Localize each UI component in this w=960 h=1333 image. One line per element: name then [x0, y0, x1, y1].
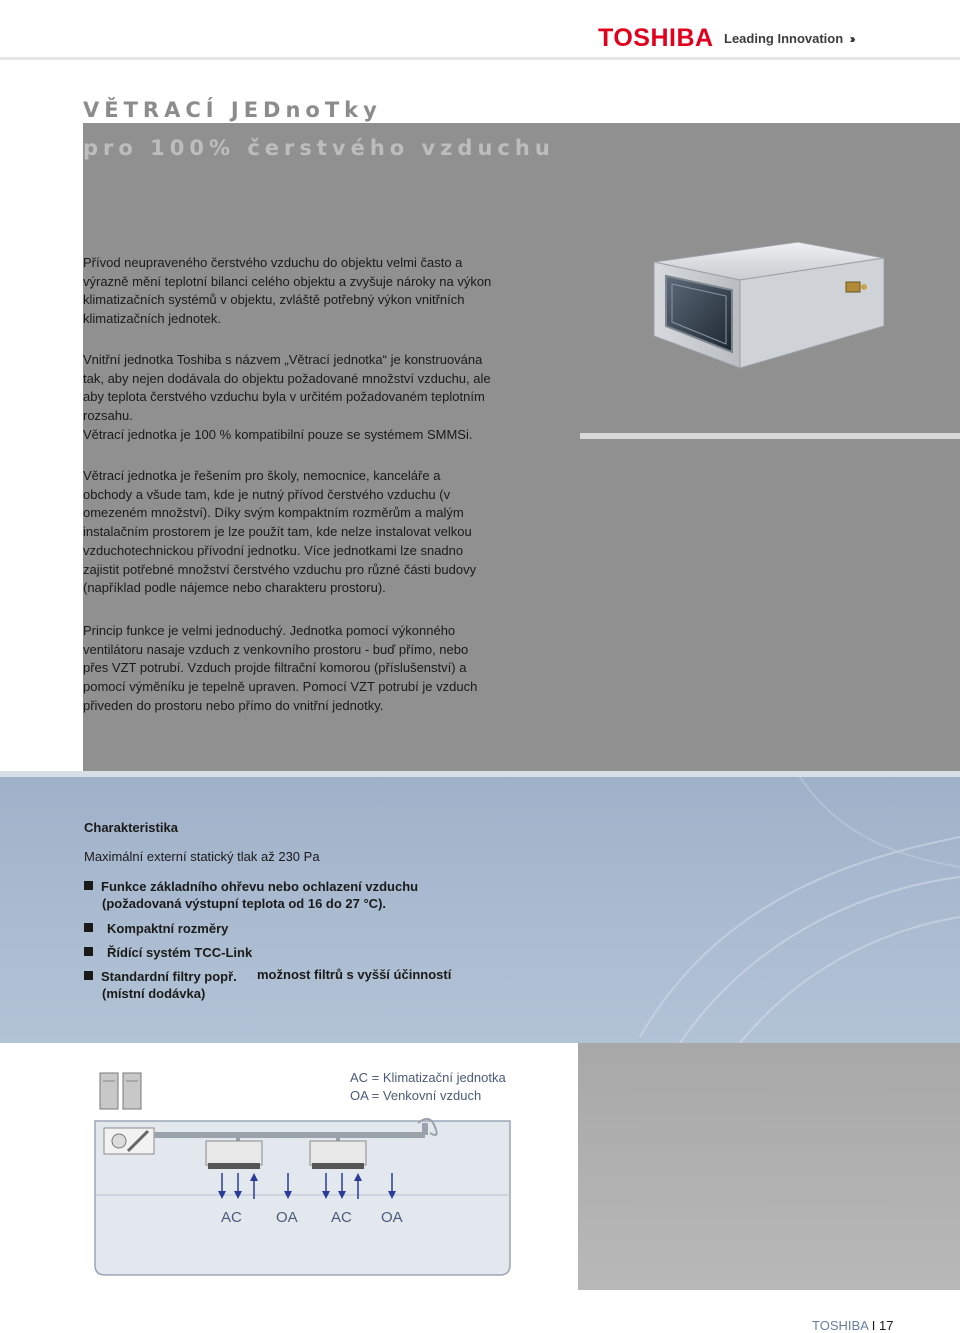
principle-paragraph — [83, 622, 533, 716]
text-line: klimatizačních systémů v objektu, zvláště potřebný výkon vnitřních — [83, 292, 465, 308]
logo-tagline: Leading Innovation — [724, 31, 844, 46]
indoor-unit-icon — [310, 1141, 366, 1169]
feature-bullet — [84, 967, 237, 986]
toshiba-logo — [598, 24, 853, 52]
header-divider — [0, 57, 960, 60]
text-line: Vnitřní jednotka Toshiba s názvem „Větrací jednotka“ je konstruována — [83, 352, 483, 367]
text-line: přiveden do prostoru nebo přímo do vnitřní jednotky. — [83, 697, 384, 713]
footer-separator: I — [871, 1318, 876, 1333]
footer-brand: TOSHIBA — [812, 1318, 869, 1333]
feature-text: Kompaktní rozměry — [107, 921, 229, 936]
image-caption-bar — [580, 433, 960, 439]
bullet-square-icon — [84, 881, 93, 890]
bullet-square-icon — [84, 947, 93, 956]
ventilation-unit-image — [648, 240, 888, 370]
indoor-unit-icon — [206, 1141, 262, 1169]
text-line: omezeném množství). Díky svým kompaktním rozměrům a malým — [83, 505, 464, 521]
legend-oa: OA = Venkovní vzduch — [350, 1088, 482, 1103]
characteristics-heading: Charakteristika — [84, 820, 178, 835]
diagram-label-oa: OA — [276, 1209, 298, 1226]
feature-text-continuation: (požadovaná výstupní teplota od 16 do 27 °C). — [102, 896, 387, 911]
text-line: pomocí výměníku je tepelně upraven. Pomocí VZT potrubí je vzduch — [83, 679, 478, 695]
feature-text-continuation: (místní dodávka) — [102, 986, 206, 1001]
text-line: přes VZT potrubí. Vzduch projde filtrační komorou (příslušenství) a — [83, 660, 467, 676]
logo-brand: TOSHIBA — [598, 24, 714, 52]
text-line: instalačním prostorem je lze použít tam, kde nelze instalovat velkou — [83, 524, 472, 540]
intro-paragraph — [83, 254, 543, 329]
feature-bullet — [84, 943, 252, 962]
unit-description-paragraph — [83, 351, 553, 445]
feature-bullet — [84, 919, 228, 938]
text-line: výrazně mění teplotní bilanci celého objektu a zvyšuje nároky na výkon — [83, 273, 492, 289]
diagram-label-ac: AC — [331, 1209, 352, 1226]
chevrons-icon: ››› — [849, 31, 853, 46]
page-footer — [812, 1318, 893, 1333]
outdoor-unit-icon — [100, 1073, 141, 1109]
text-line: (například podle nájemce nebo charakteru prostoru). — [83, 580, 386, 596]
text-line: Větrací jednotka je řešením pro školy, nemocnice, kanceláře a — [83, 468, 441, 483]
text-line: Princip funkce je velmi jednoduchý. Jednotka pomocí výkonného — [83, 623, 456, 638]
text-line: obchody a všude tam, kde je nutný přívod čerstvého vzduchu (v — [83, 486, 451, 502]
feature-text: Standardní filtry popř. — [101, 969, 237, 984]
text-line: vzduchotechnickou přívodní jednotku. Více jednotkami lze snadno — [83, 542, 464, 558]
legend-ac: AC = Klimatizační jednotka — [350, 1070, 506, 1085]
text-line: rozsahu. — [83, 408, 133, 424]
text-line: Přívod neupraveného čerstvého vzduchu do objektu velmi často a — [83, 255, 463, 270]
decorative-swirl — [600, 777, 960, 1043]
usage-paragraph — [83, 467, 523, 598]
bullet-square-icon — [84, 923, 93, 932]
page-title: VĚTRACÍ JEDnoTky — [83, 98, 382, 122]
page-number: 17 — [879, 1318, 894, 1333]
text-line: zajistit potřebné množství čerstvého vzduchu pro různé části budovy — [83, 561, 477, 577]
diagram-label-ac: AC — [221, 1209, 242, 1226]
text-line: klimatizačních jednotek. — [83, 311, 222, 327]
bullet-square-icon — [84, 971, 93, 980]
text-line: tak, aby nejen dodávala do objektu požadované množství vzduchu, ale — [83, 370, 491, 386]
diagram-label-oa: OA — [381, 1209, 403, 1226]
text-line: aby teplota čerstvého vzduchu byla v určitém požadovaném teplotním — [83, 389, 485, 405]
feature-text: Řídící systém TCC-Link — [107, 945, 253, 960]
feature-text: Funkce základního ohřevu nebo ochlazení vzduchu — [101, 879, 419, 894]
max-pressure-text: Maximální externí statický tlak až 230 Pa — [84, 849, 320, 864]
feature-bullet — [84, 877, 418, 896]
text-line: Větrací jednotka je 100 % kompatibilní pouze se systémem SMMSi. — [83, 426, 473, 442]
page-subtitle: pro 100% čerstvého vzduchu — [83, 136, 555, 160]
text-line: ventilátoru nasaje vzduch z venkovního prostoru - buď přímo, nebo — [83, 641, 469, 657]
feature-text-extra: možnost filtrů s vyšší účinností — [257, 967, 452, 982]
